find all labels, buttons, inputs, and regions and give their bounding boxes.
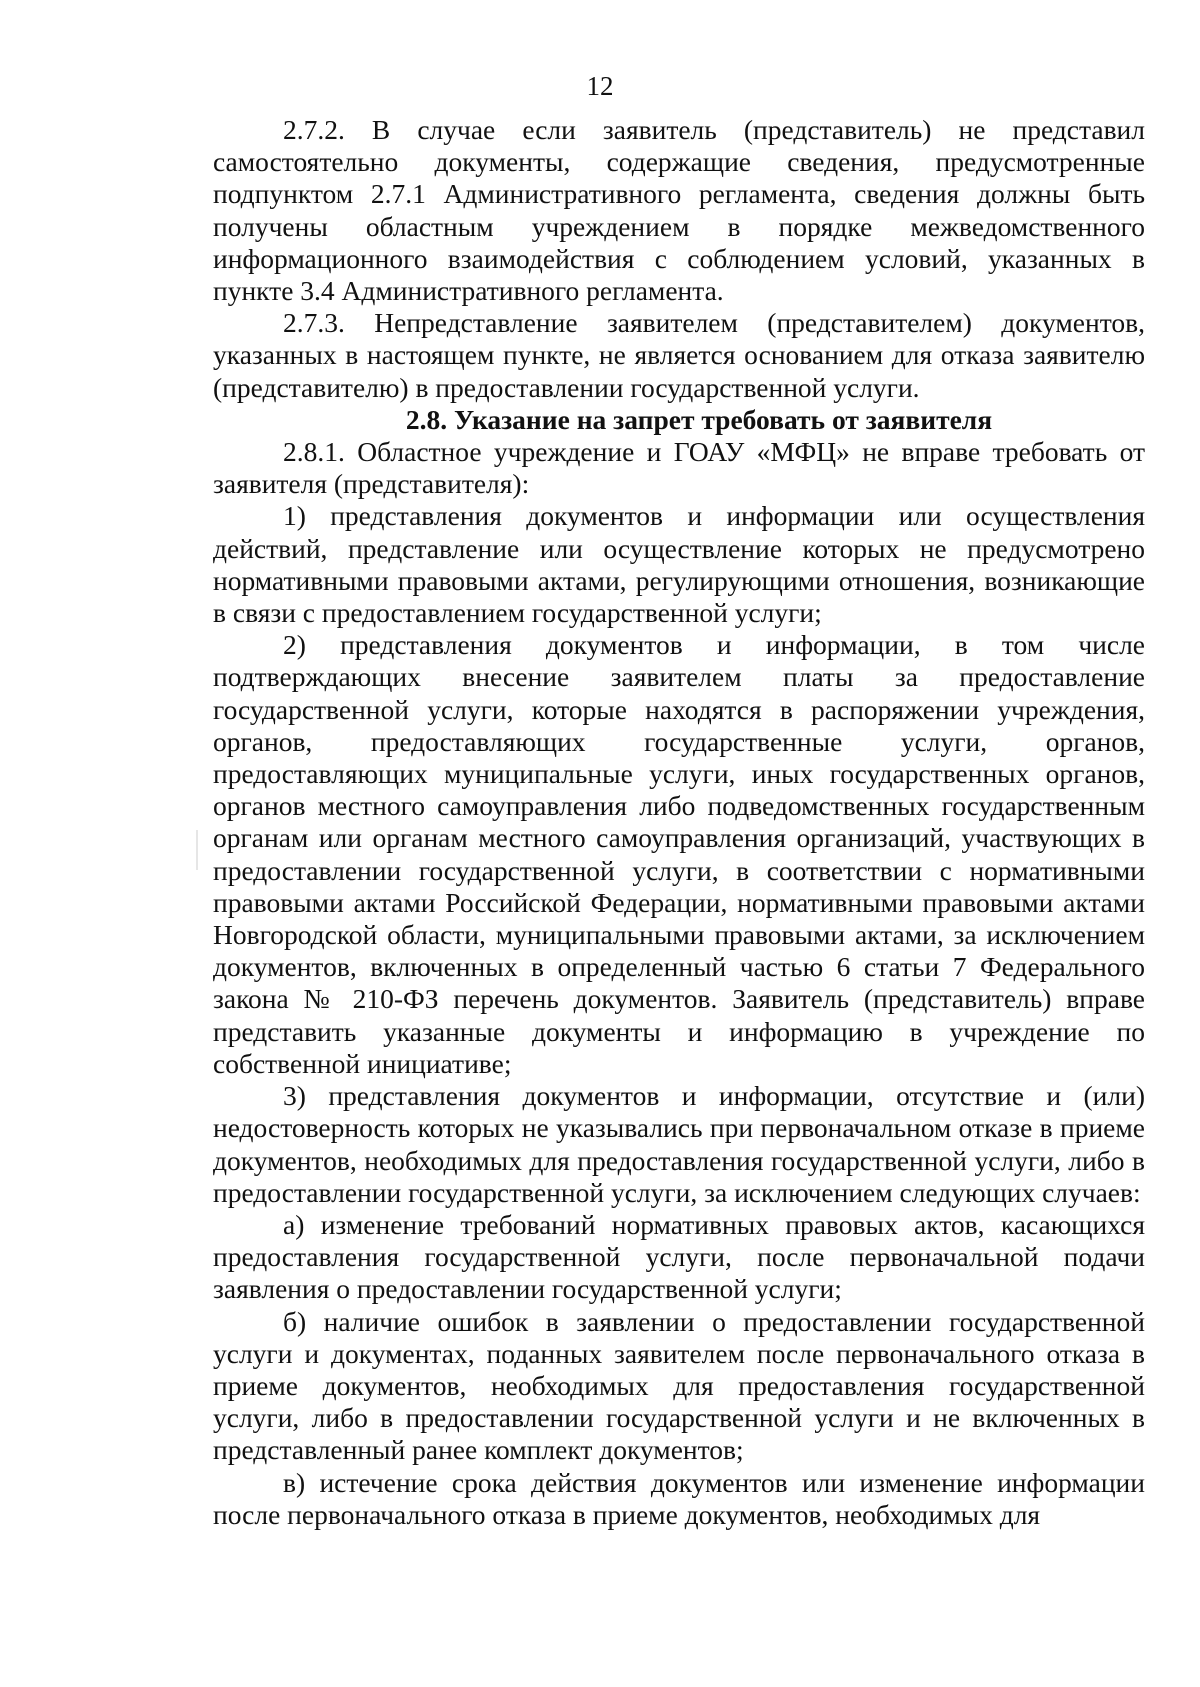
sub-item-b: б) наличие ошибок в заявлении о предоставлении государственной услуги и документах, поданных заявителем после первоначального отказа в приеме документов, необходимых для предоставления государственной услуги, либо в предоставлении государственной услуги и не включенных в представленный ранее комплект документов; xyxy=(213,1305,1145,1466)
sub-item-v: в) истечение срока действия документов или изменение информации после первоначального отказа в приеме документов, необходимых для xyxy=(213,1466,1145,1530)
list-item-2: 2) представления документов и информации, в том числе подтверждающих внесение заявителем платы за предоставление государственной услуги, которые находятся в распоряжении учреждения, органов, предоставляющих государственные услуги, органов, предоставляющих муниципальные услуги, иных государственных органов, органов местного самоуправления либо подведомственных государственным органам или органам местного самоуправления организаций, участвующих в предоставлении государственной услуги, в соответствии с нормативными правовыми актами Российской Федерации, нормативными правовыми актами Новгородской области, муниципальными правовыми актами, за исключением документов, включенных в определенный частью 6 статьи 7 Федерального закона № 210-ФЗ перечень документов. Заявитель (представитель) вправе представить указанные документы и информацию в учреждение по собственной инициативе; xyxy=(213,629,1145,1079)
page-number: 12 xyxy=(586,71,614,101)
document-body xyxy=(213,114,1145,1531)
section-heading-2-8: 2.8. Указание на запрет требовать от заявителя xyxy=(405,403,993,435)
list-item-3: 3) представления документов и информации, отсутствие и (или) недостоверность которых не указывались при первоначальном отказе в приеме документов, необходимых для предоставления государственной услуги, либо в предоставлении государственной услуги, за исключением следующих случаев: xyxy=(213,1080,1145,1208)
list-item-1: 1) представления документов и информации или осуществления действий, представление или осуществление которых не предусмотрено нормативными правовыми актами, регулирующими отношения, возникающие в связи с предоставлением государственной услуги; xyxy=(213,500,1145,629)
sub-item-a: а) изменение требований нормативных правовых актов, касающихся предоставления государственной услуги, после первоначальной подачи заявления о предоставлении государственной услуги; xyxy=(213,1208,1145,1305)
paragraph-2-7-2: 2.7.2. В случае если заявитель (представитель) не представил самостоятельно документы, содержащие сведения, предусмотренные подпунктом 2.7.1 Административного регламента, сведения должны быть получены областным учреждением в порядке межведомственного информационного взаимодействия с соблюдением условий, указанных в пункте 3.4 Административного регламента. xyxy=(213,114,1145,307)
paragraph-2-7-3: 2.7.3. Непредставление заявителем (представителем) документов, указанных в настоящем пункте, не является основанием для отказа заявителю (представителю) в предоставлении государственной услуги. xyxy=(213,307,1145,403)
scan-artifact-mark xyxy=(196,830,198,870)
paragraph-2-8-1: 2.8.1. Областное учреждение и ГОАУ «МФЦ» не вправе требовать от заявителя (представителя): xyxy=(213,436,1145,500)
